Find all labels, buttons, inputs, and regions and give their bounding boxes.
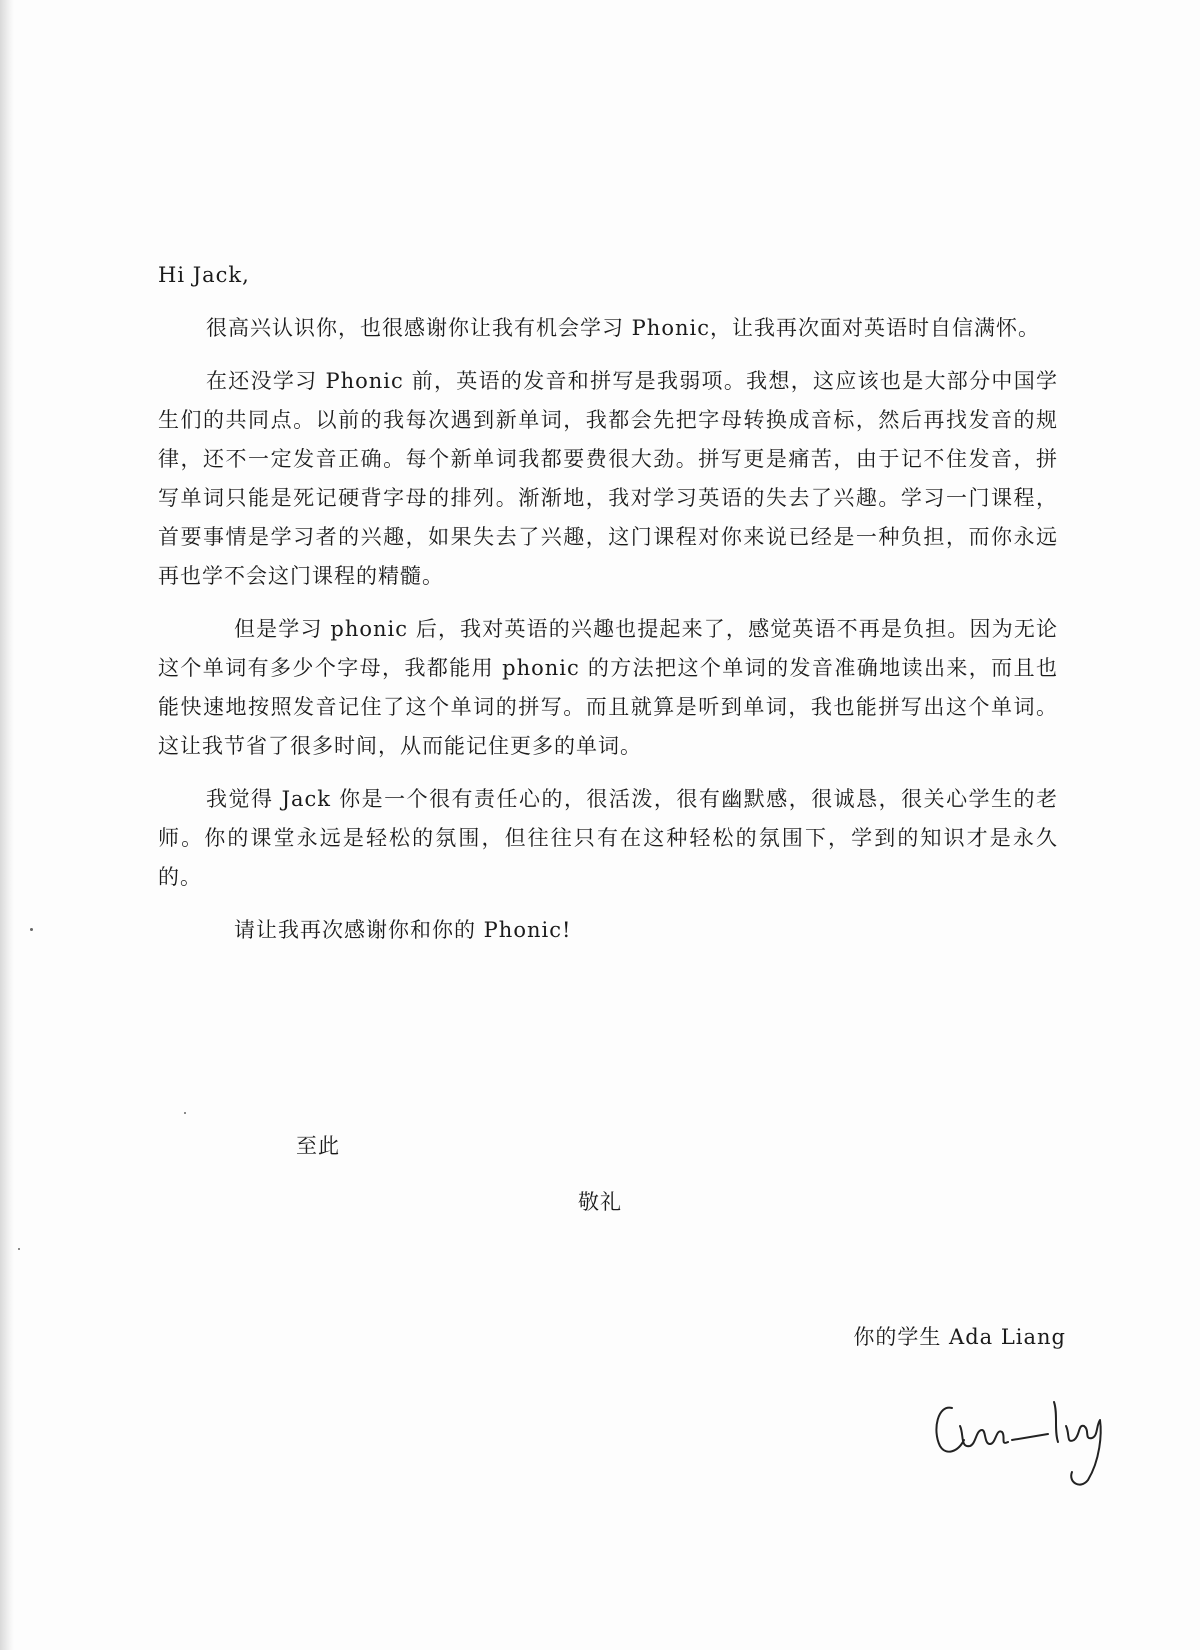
letter-closing-zhici: 至此: [296, 1134, 340, 1158]
signature-line: 你的学生 Ada Liang: [853, 1325, 1066, 1349]
scan-speck: [30, 928, 33, 931]
letter-paragraph-1: 很高兴认识你，也很感谢你让我有机会学习 Phonic，让我再次面对英语时自信满怀。: [206, 316, 1040, 340]
letter-paragraph-2: 在还没学习 Phonic 前，英语的发音和拼写是我弱项。我想，这应该也是大部分中国学生们的共同点。以前的我每次遇到新单词，我都会先把字母转换成音标，然后再找发音的规律，还不一定发音正确。每个新单词我都要费很大劲。拼写更是痛苦，由于记不住发音，拼写单词只能是死记硬背字母的排列。渐渐地，我对学习英语的失去了兴趣。学习一门课程，首要事情是学习者的兴趣，如果失去了兴趣，这门课程对你来说已经是一种负担，而你永远再也学不会这门课程的精髓。: [158, 369, 1058, 588]
letter-paragraph-5: 请让我再次感谢你和你的 Phonic!: [234, 918, 572, 942]
letter-greeting: Hi Jack,: [158, 263, 250, 287]
letter-paragraph-4: 我觉得 Jack 你是一个很有责任心的，很活泼，很有幽默感，很诚恳，很关心学生的老师。你的课堂永远是轻松的氛围，但往往只有在这种轻松的氛围下，学到的知识才是永久的。: [158, 787, 1058, 889]
scan-edge-shadow: [0, 0, 14, 1650]
handwritten-signature: [930, 1390, 1110, 1500]
scan-speck: [184, 1112, 186, 1114]
letter-paragraph-3: 但是学习 phonic 后，我对英语的兴趣也提起来了，感觉英语不再是负担。因为无论这个单词有多少个字母，我都能用 phonic 的方法把这个单词的发音准确地读出来，而且也能快速地按照发音记住了这个单词的拼写。而且就算是听到单词，我也能拼写出这个单词。这让我节省了很多时间，从而能记住更多的单词。: [158, 617, 1058, 758]
letter-closing-jingli: 敬礼: [578, 1190, 622, 1214]
scan-speck: [18, 1248, 20, 1250]
letter-body: [158, 256, 1058, 964]
